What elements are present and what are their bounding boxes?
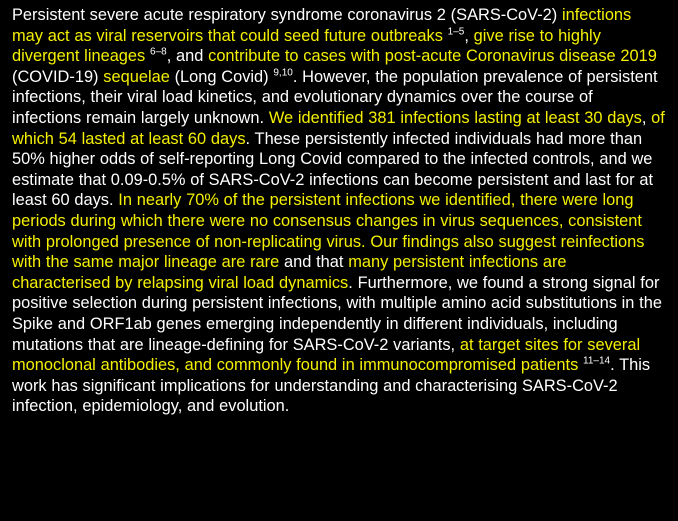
- citation-superscript: 6–8: [150, 46, 167, 58]
- body-text: and that: [279, 253, 349, 272]
- body-text: . However, the population prevalence of persistent infections, their viral load kinetics, and evolutionary dynamics over the course of infections remain largely unknown.: [12, 67, 658, 127]
- body-text: , and: [166, 47, 209, 66]
- body-text: (COVID-19): [12, 67, 104, 86]
- highlighted-text: many persistent infections are characterised by relapsing viral load dynamics: [12, 253, 567, 292]
- abstract-paragraph: [12, 5, 666, 417]
- body-text: (Long Covid): [169, 67, 269, 86]
- body-text: ,: [464, 26, 474, 45]
- citation-superscript: 11–14: [583, 355, 611, 367]
- body-text: . This work has significant implications for understanding and characterising SARS-CoV-2 infection, epidemiology, and evolution.: [12, 356, 651, 416]
- highlighted-text: We identified 381 infections lasting at least 30 days: [268, 108, 642, 127]
- citation-superscript: 1–5: [447, 26, 465, 38]
- highlighted-text: infections may act as viral reservoirs that could seed future outbreaks: [12, 6, 632, 45]
- highlighted-text: contribute to cases with post-acute Coronavirus disease 2019: [208, 47, 657, 66]
- body-text: Persistent severe acute respiratory syndrome coronavirus 2 (SARS-CoV-2): [12, 6, 562, 24]
- highlighted-text: at target sites for several monoclonal antibodies, and commonly found in immunocompromised patients: [12, 335, 641, 375]
- highlighted-text: sequelae: [103, 67, 170, 86]
- highlighted-text: of which 54 lasted at least 60 days: [12, 108, 665, 148]
- citation-superscript: 9,10: [273, 67, 293, 79]
- body-text: ,: [641, 108, 652, 127]
- highlighted-text: In nearly 70% of the persistent infections we identified, there were long periods during which there were no consensus changes in virus sequences, consistent with prolonged presence of non-replicating virus. Our findings also suggest reinfections with the same major lineage are rare: [12, 191, 645, 272]
- body-text: . Furthermore, we found a strong signal for positive selection during persistent infections, with multiple amino acid substitutions in the Spike and ORF1ab genes emerging independently in different individuals, including mutations that are lineage-defining for SARS-CoV-2 variants,: [12, 273, 662, 354]
- highlighted-text: give rise to highly divergent lineages: [12, 26, 601, 66]
- body-text: . These persistently infected individuals had more than 50% higher odds of self-reporting Long Covid compared to the infected controls, and we estimate that 0.09-0.5% of SARS-CoV-2 infections can become persistent and last for at least 60 days.: [12, 129, 654, 210]
